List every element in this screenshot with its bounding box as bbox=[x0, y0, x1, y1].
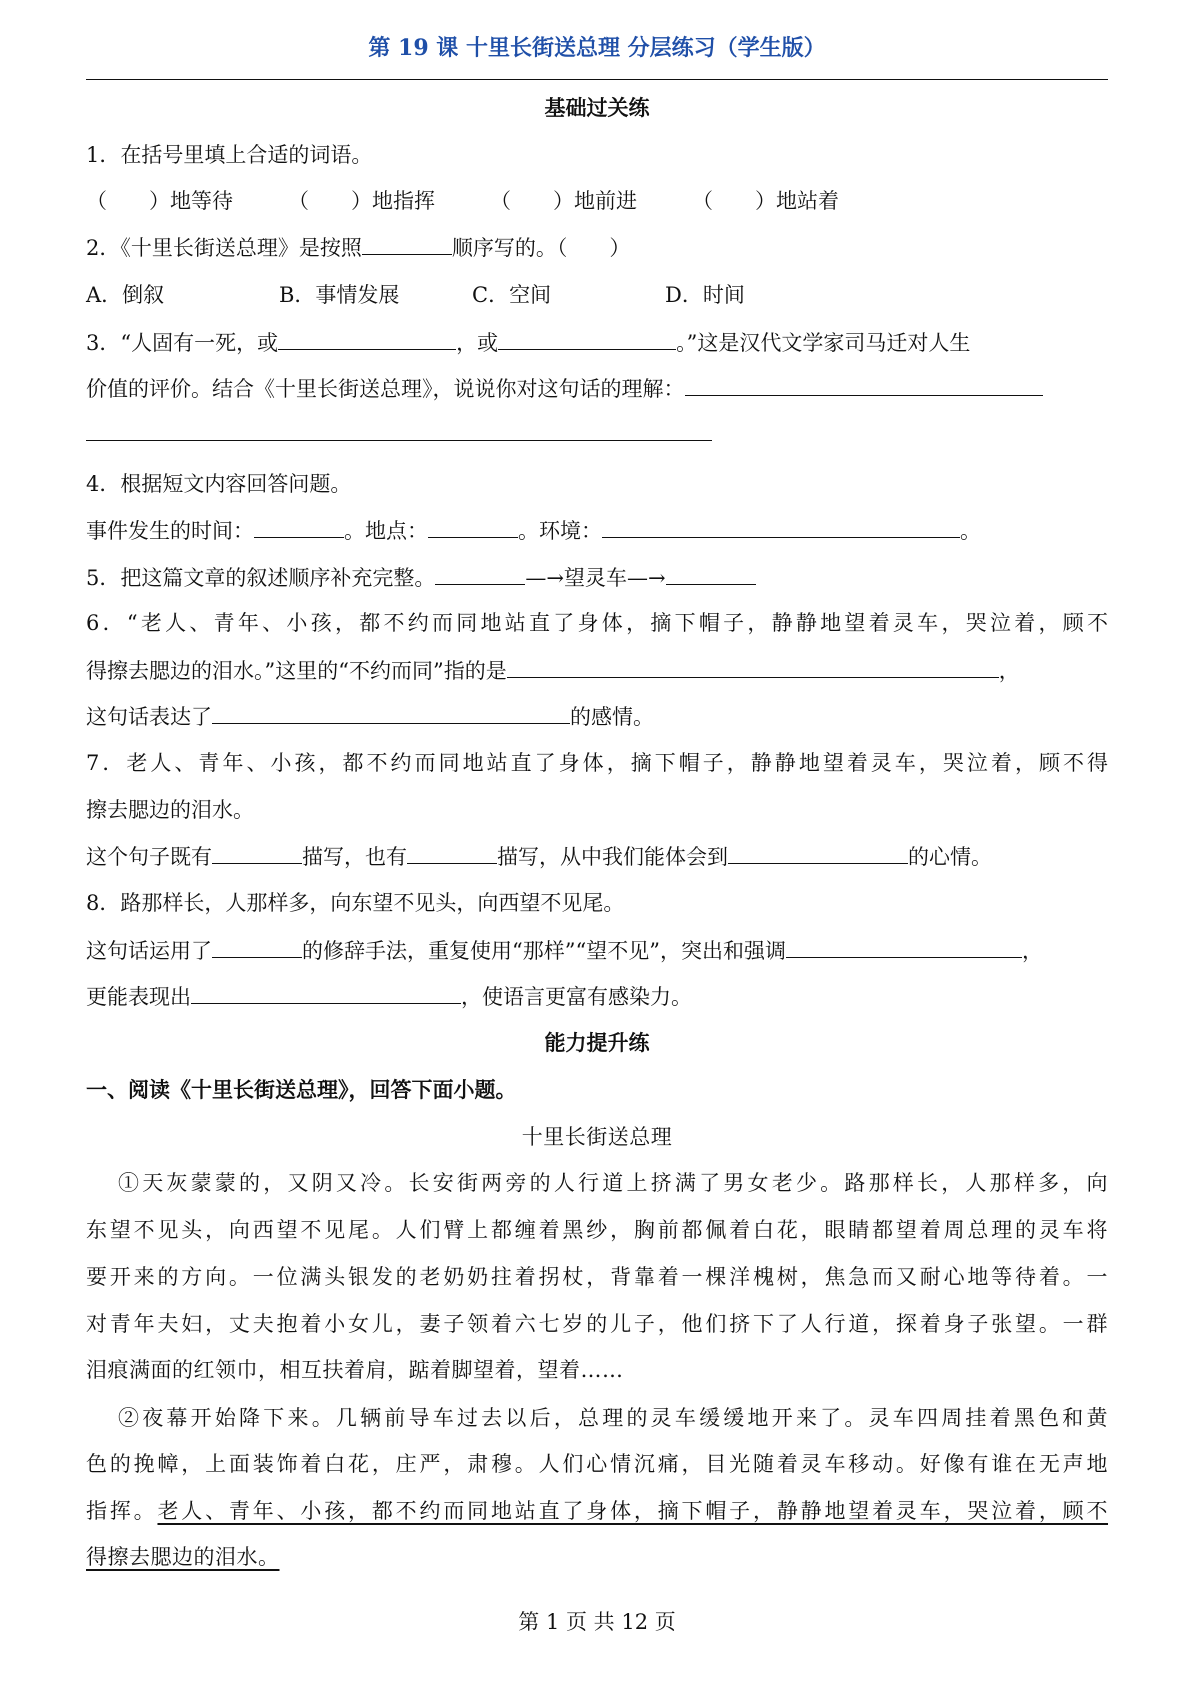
answer-blank[interactable] bbox=[498, 325, 676, 350]
q1-item: （ ）地前进 bbox=[490, 189, 637, 213]
q4-text: 。 bbox=[960, 519, 981, 543]
question-7-line2: 擦去腮边的泪水。 bbox=[86, 798, 254, 822]
q3-text: ，或 bbox=[456, 331, 499, 355]
option-d[interactable]: D．时间 bbox=[665, 283, 745, 307]
question-2-options bbox=[86, 278, 1108, 312]
option-b[interactable]: B．事情发展 bbox=[279, 283, 400, 307]
q7-text: 描写，从中我们能体会到 bbox=[497, 845, 728, 869]
page-number: 第 1 页 共 12 页 bbox=[518, 1610, 676, 1634]
answer-blank[interactable] bbox=[362, 230, 452, 255]
page-title: 第 19 课 十里长街送总理 分层练习（学生版） bbox=[368, 35, 826, 61]
q8-text: 的修辞手法，重复使用“那样”“望不见”，突出和强调 bbox=[302, 939, 786, 963]
q4-text: 事件发生的时间： bbox=[86, 519, 254, 543]
q6-text: 这句话表达了 bbox=[86, 705, 212, 729]
answer-blank[interactable] bbox=[786, 933, 1022, 958]
q8-text: 这句话运用了 bbox=[86, 939, 212, 963]
answer-blank[interactable] bbox=[212, 933, 302, 958]
section-heading-basic: 基础过关练 bbox=[544, 95, 650, 120]
section-heading-advanced: 能力提升练 bbox=[544, 1030, 650, 1055]
q7-text: 这个句子既有 bbox=[86, 845, 212, 869]
question-7-line3 bbox=[86, 839, 1108, 873]
reading-heading: 一、阅读《十里长街送总理》，回答下面小题。 bbox=[86, 1077, 517, 1102]
answer-blank[interactable] bbox=[666, 560, 756, 585]
passage-line bbox=[86, 1494, 1108, 1528]
answer-blank[interactable] bbox=[212, 839, 302, 864]
q7-text: 描写，也有 bbox=[302, 845, 407, 869]
passage-line: 泪痕满面的红领巾，相互扶着肩，踮着脚望着，望着…… bbox=[86, 1358, 624, 1382]
passage-text: 指挥。 bbox=[86, 1499, 158, 1523]
question-6-line2 bbox=[86, 653, 1108, 687]
question-3 bbox=[86, 325, 1108, 359]
question-3-line3 bbox=[86, 416, 1108, 450]
q1-item: （ ）地指挥 bbox=[288, 189, 435, 213]
q8-text: ， bbox=[1021, 939, 1043, 963]
q3-text: 3．“人固有一死，或 bbox=[86, 331, 279, 355]
question-7-line1: 7．老人、青年、小孩，都不约而同地站直了身体，摘下帽子，静静地望着灵车，哭泣着，顾不得 bbox=[86, 751, 1108, 775]
underlined-sentence: 得擦去腮边的泪水。 bbox=[86, 1545, 280, 1569]
answer-blank[interactable] bbox=[86, 416, 712, 441]
question-2 bbox=[86, 230, 1108, 264]
question-6-line1: 6．“老人、青年、小孩，都不约而同地站直了身体，摘下帽子，静静地望着灵车，哭泣着，顾不 bbox=[86, 611, 1108, 635]
answer-blank[interactable] bbox=[212, 699, 570, 724]
answer-blank[interactable] bbox=[254, 513, 344, 538]
answer-blank[interactable] bbox=[278, 325, 456, 350]
question-4-line bbox=[86, 513, 1108, 547]
question-4-stem: 4．根据短文内容回答问题。 bbox=[86, 472, 352, 496]
passage-line: 要开来的方向。一位满头银发的老奶奶拄着拐杖，背靠着一棵洋槐树，焦急而又耐心地等待着。一 bbox=[86, 1265, 1108, 1289]
q1-item: （ ）地站着 bbox=[692, 189, 839, 213]
q1-item: （ ）地等待 bbox=[86, 189, 233, 213]
q5-text: —→望灵车—→ bbox=[525, 566, 666, 590]
header-divider bbox=[86, 79, 1108, 80]
answer-blank[interactable] bbox=[728, 839, 908, 864]
q3-text: 价值的评价。结合《十里长街送总理》，说说你对这句话的理解： bbox=[86, 377, 685, 401]
passage-line: 东望不见头，向西望不见尾。人们臂上都缠着黑纱，胸前都佩着白花，眼睛都望着周总理的灵车将 bbox=[86, 1218, 1108, 1242]
q4-text: 。环境： bbox=[518, 519, 602, 543]
answer-blank[interactable] bbox=[407, 839, 497, 864]
q2-text: 2．《十里长街送总理》是按照 bbox=[86, 236, 362, 260]
q6-text: 的感情。 bbox=[570, 705, 654, 729]
q6-text: 得擦去腮边的泪水。”这里的“不约而同”指的是 bbox=[86, 659, 507, 683]
answer-blank[interactable] bbox=[685, 371, 1043, 396]
answer-blank[interactable] bbox=[602, 513, 960, 538]
answer-blank[interactable] bbox=[435, 560, 525, 585]
underlined-sentence: 老人、青年、小孩，都不约而同地站直了身体，摘下帽子，静静地望着灵车，哭泣着，顾不 bbox=[157, 1499, 1109, 1523]
answer-blank[interactable] bbox=[507, 653, 999, 678]
option-c[interactable]: C．空间 bbox=[472, 283, 552, 307]
option-a[interactable]: A．倒叙 bbox=[86, 283, 165, 307]
passage-line bbox=[86, 1540, 1108, 1574]
q4-text: 。地点： bbox=[344, 519, 428, 543]
answer-blank[interactable] bbox=[428, 513, 518, 538]
question-3-line2 bbox=[86, 371, 1108, 405]
passage-line: ①天灰蒙蒙的，又阴又冷。长安街两旁的人行道上挤满了男女老少。路那样长，人那样多，向 bbox=[118, 1171, 1108, 1195]
question-8-line2 bbox=[86, 933, 1108, 967]
q7-text: 的心情。 bbox=[908, 845, 992, 869]
passage-line: 对青年夫妇，丈夫抱着小女儿，妻子领着六七岁的儿子，他们挤下了人行道，探着身子张望。一群 bbox=[86, 1312, 1108, 1336]
question-1-items bbox=[86, 184, 1108, 218]
question-8-line3 bbox=[86, 979, 1108, 1013]
passage-line: 色的挽幛，上面装饰着白花，庄严，肃穆。人们心情沉痛，目光随着灵车移动。好像有谁在无声地 bbox=[86, 1452, 1108, 1476]
answer-blank[interactable] bbox=[191, 979, 461, 1004]
q2-text: 顺序写的。（ ） bbox=[451, 236, 631, 260]
q6-text: ， bbox=[998, 659, 1020, 683]
q5-text: 5．把这篇文章的叙述顺序补充完整。 bbox=[86, 566, 436, 590]
q8-text: ，使语言更富有感染力。 bbox=[461, 985, 692, 1009]
passage-line: ②夜幕开始降下来。几辆前导车过去以后，总理的灵车缓缓地开来了。灵车四周挂着黑色和黄 bbox=[118, 1406, 1108, 1430]
question-5 bbox=[86, 560, 1108, 594]
question-6-line3 bbox=[86, 699, 1108, 733]
question-1-stem: 1．在括号里填上合适的词语。 bbox=[86, 143, 373, 167]
q3-text: 。”这是汉代文学家司马迁对人生 bbox=[676, 331, 971, 355]
passage-title: 十里长街送总理 bbox=[521, 1125, 673, 1149]
question-8-line1: 8．路那样长，人那样多，向东望不见头，向西望不见尾。 bbox=[86, 891, 625, 915]
q8-text: 更能表现出 bbox=[86, 985, 191, 1009]
